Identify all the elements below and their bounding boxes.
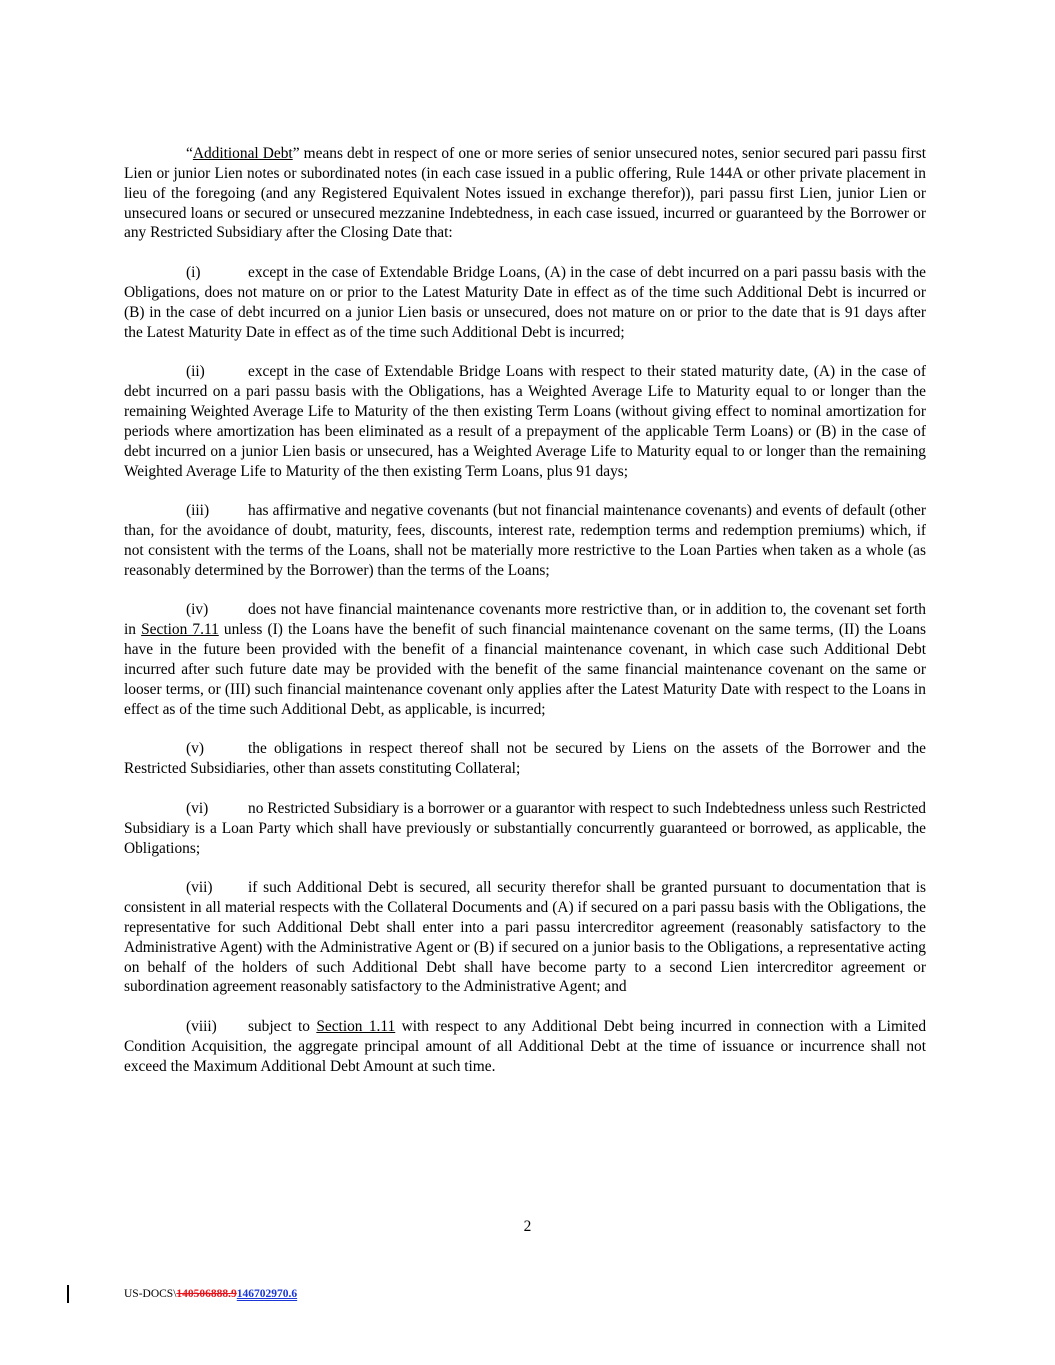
inserted-doc-id: 146702970.6 bbox=[236, 1288, 298, 1300]
clause-paragraph bbox=[124, 878, 926, 997]
clause-paragraph bbox=[124, 739, 926, 779]
clause-label: (iii) bbox=[186, 502, 210, 520]
clause-text: except in the case of Extendable Bridge Loans with respect to their stated maturity date, (A) in the case of debt incurred on a pari passu basis with the Obligations, has a Weighted Average Life to Maturity equal to or longer than the remaining Weighted Average Life to Maturity of the then existing Term Loans (without giving effect to nominal amortization for periods where amortization has been eliminated as a result of a prepayment of the applicable Term Loans) or (B) in the case of debt incurred on a junior Lien basis or unsecured, has a Weighted Average Life to Maturity equal to or longer than the remaining Weighted Average Life to Maturity of the then existing Term Loans, plus 91 days; bbox=[124, 363, 926, 480]
clause-paragraph bbox=[124, 600, 926, 719]
clause-text: the obligations in respect thereof shall not be secured by Liens on the assets of the Borrower and the Restricted Subsidiaries, other than assets constituting Collateral; bbox=[124, 740, 926, 778]
clause-paragraph bbox=[124, 263, 926, 342]
clause-label: (viii) bbox=[186, 1018, 217, 1036]
clause-paragraph bbox=[124, 799, 926, 859]
document-id-footer bbox=[124, 1288, 297, 1300]
deleted-doc-id: 140506888.9 bbox=[176, 1288, 237, 1300]
clause-label: (iv) bbox=[186, 601, 209, 619]
clause-label: (i) bbox=[186, 264, 201, 282]
clause-text-continued: with respect to any Additional Debt being incurred in connection with a Limited Condition Acquisition, the aggregate principal amount of all Additional Debt at the time of issuance or incurrence shall not exceed the Maximum Additional Debt Amount at such time. bbox=[124, 1018, 927, 1075]
clause-text: has affirmative and negative covenants (but not financial maintenance covenants) and events of default (other than, for the avoidance of doubt, maturity, fees, discounts, interest rate, redemption terms and redemption premiums) which, if not consistent with the terms of the Loans, shall not be materially more restrictive to the Loan Parties when taken as a whole (as reasonably determined by the Borrower) than the terms of the Loans; bbox=[124, 502, 926, 579]
clause-label: (vi) bbox=[186, 799, 209, 817]
open-quote: “ bbox=[186, 145, 193, 162]
clause-paragraph bbox=[124, 1017, 926, 1077]
clause-text: except in the case of Extendable Bridge Loans, (A) in the case of debt incurred on a pari passu basis with the Obligations, does not mature on or prior to the Latest Maturity Date in effect as of the time such Additional Debt is incurred or (B) in the case of debt incurred on a junior Lien basis or unsecured, does not mature on or prior to the date that is 91 days after the Latest Maturity Date in effect as of the time such Additional Debt is incurred; bbox=[124, 264, 926, 341]
doc-id-prefix: US-DOCS\ bbox=[124, 1288, 177, 1300]
change-bar bbox=[67, 1285, 69, 1303]
clause-text: no Restricted Subsidiary is a borrower or a guarantor with respect to such Indebtedness unless such Restricted Subsidiary is a Loan Party which shall have previously or substantially concurrently guaranteed or borrowed, as applicable, the Obligations; bbox=[124, 799, 926, 857]
clause-text: if such Additional Debt is secured, all security therefor shall be granted pursuant to documentation that is consistent in all material respects with the Collateral Documents and (A) if secured on a pari passu basis with the Obligations, the representative for such Additional Debt shall enter into a pari passu intercreditor agreement (reasonably satisfactory to the Administrative Agent) with the Administrative Agent or (B) if secured on a junior basis to the Obligations, a representative acting on behalf of the holders of such Additional Debt shall have become party to a second Lien intercreditor agreement or subordination agreement reasonably satisfactory to the Administrative Agent; and bbox=[124, 879, 926, 996]
section-reference: Section 7.11 bbox=[141, 621, 219, 639]
clause-text-continued: unless (I) the Loans have the benefit of such financial maintenance covenant on the same terms, (II) the Loans have in the future been provided with the benefit of a financial maintenance covenant, in which case such Additional Debt incurred after such future date may be provided with the benefit of the same financial maintenance covenant on the same or looser terms, or (III) such financial maintenance covenant only applies after the Latest Maturity Date with respect to the Loans in effect as of the time such Additional Debt, as applicable, is incurred; bbox=[124, 621, 926, 718]
page-number: 2 bbox=[523, 1218, 532, 1235]
clause-paragraph bbox=[124, 362, 926, 481]
definition-text: ” means debt in respect of one or more series of senior unsecured notes, senior secured pari passu first Lien or junior Lien notes or subordinated notes (in each case issued in a public offering, Rule 144A or other private placement in lieu of the foregoing (and any Registered Equivalent Notes issued in exchange therefor)), pari passu first Lien, junior Lien or unsecured loans or secured or unsecured mezzanine Indebtedness, in each case issued, incurred or guaranteed by the Borrower or any Restricted Subsidiary after the Closing Date that: bbox=[124, 145, 926, 242]
clause-label: (ii) bbox=[186, 363, 205, 381]
clause-label: (v) bbox=[186, 740, 204, 758]
document-body bbox=[124, 144, 926, 1097]
clause-paragraph bbox=[124, 501, 926, 580]
clause-text: does not have financial maintenance covenants more restrictive than, or in addition to, the covenant set forth in bbox=[124, 601, 926, 639]
clause-text: subject to bbox=[248, 1018, 317, 1036]
clause-label: (vii) bbox=[186, 879, 213, 897]
section-reference: Section 1.11 bbox=[316, 1018, 396, 1036]
definition-paragraph bbox=[124, 144, 926, 243]
defined-term: Additional Debt bbox=[192, 145, 293, 162]
